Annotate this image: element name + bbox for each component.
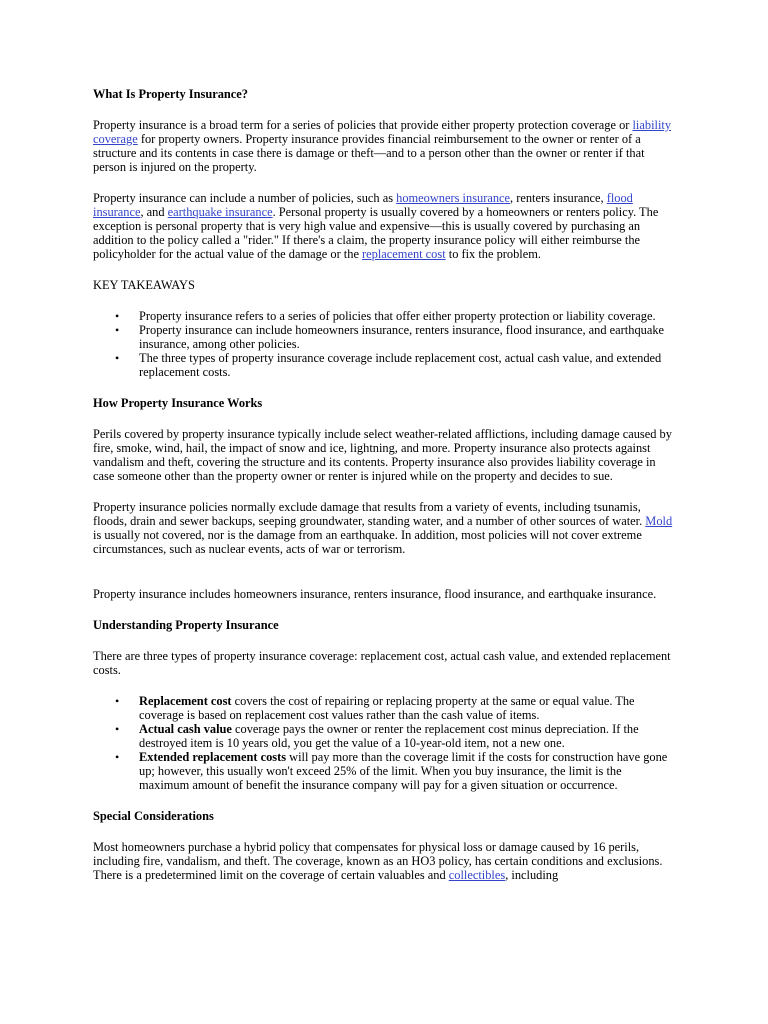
flood-insurance-link[interactable]: flood insurance [93,191,633,219]
text-segment: is usually not covered, nor is the damage from an earthquake. In addition, most policies will not cover extreme circumstances, such as nuclear events, acts of war or terrorism. [93,528,642,556]
list-item [115,309,673,323]
text-segment: for property owners. Property insurance provides financial reimbursement to the owner or renter of a structure and its contents in case there is damage or theft—and to a person other than the owner or renter if that person is injured on the property. [93,132,645,174]
text-segment: Property insurance can include a number of policies, such as [93,191,397,205]
section-heading-special: Special Considerations [93,809,214,823]
special-paragraph-1 [93,840,673,882]
list-item [115,351,673,379]
mold-link[interactable]: Mold [645,514,673,528]
list-item [115,323,673,351]
bullet-icon: • [115,351,120,365]
document-page [93,87,673,882]
text-segment: . Personal property is usually covered by a homeowners or renters policy. The exception is personal property that is very high value and expensive—this is usually covered by purchasing an addition to the policy called a "rider." If there's a claim, the property insurance policy will either reimburse the policyholder for the actual value of the damage or the [93,205,659,261]
bullet-icon: • [115,750,120,764]
list-item-text: will pay more than the coverage limit if the costs for construction have gone up; however, this usually won't exceed 25% of the limit. When you buy insurance, the limit is the maximum amount of benefit the insurance company will pay for a given situation or occurrence. [139,750,668,792]
section-heading-understanding: Understanding Property Insurance [93,618,279,632]
text-segment: Most homeowners purchase a hybrid policy that compensates for physical loss or damage caused by 16 perils, including fire, vandalism, and theft. The coverage, known as an HO3 policy, has certain conditions and exclusions. There is a predetermined limit on the coverage of certain valuables and [93,840,663,882]
key-takeaways-list [93,309,673,379]
page-title: What Is Property Insurance? [93,87,248,101]
bullet-icon: • [115,323,120,337]
understanding-paragraph-1: There are three types of property insurance coverage: replacement cost, actual cash value, and extended replacement costs. [93,649,671,677]
bullet-icon: • [115,694,120,708]
earthquake-insurance-link[interactable]: earthquake insurance [167,205,273,219]
list-item [115,750,673,792]
text-segment: Property insurance policies normally exclude damage that results from a variety of events, including tsunamis, floods, drain and sewer backups, seeping groundwater, standing water, and a number of other sources of water. [93,500,646,528]
text-segment: to fix the problem. [445,247,541,261]
text-segment: , including [505,868,559,882]
list-item [115,722,673,750]
how-works-paragraph-1: Perils covered by property insurance typically include select weather-related afflictions, including damage caused by fire, smoke, wind, hail, the impact of snow and ice, lightning, and more. Property insurance also protects against vandalism and theft, covering the structure and its contents. Property insurance also provides liability coverage in case someone other than the property owner or renter is injured while on the property and decides to sue. [93,427,672,483]
bullet-icon: • [115,309,120,323]
replacement-cost-link[interactable]: replacement cost [362,247,446,261]
list-item-text: covers the cost of repairing or replacing property at the same or equal value. The coverage is based on replacement cost values rather than the cash value of items. [139,694,635,722]
term-label: Actual cash value [139,722,232,736]
list-item-text: Property insurance refers to a series of policies that offer either property protection or liability coverage. [139,309,656,323]
how-works-paragraph-3: Property insurance includes homeowners insurance, renters insurance, flood insurance, and earthquake insurance. [93,587,657,601]
term-label: Extended replacement costs [139,750,287,764]
coverage-types-list [93,694,673,792]
section-heading-how-works: How Property Insurance Works [93,396,263,410]
list-item-text: The three types of property insurance coverage include replacement cost, actual cash value, and extended replacement costs. [139,351,662,379]
term-label: Replacement cost [139,694,232,708]
homeowners-insurance-link[interactable]: homeowners insurance [396,191,511,205]
bullet-icon: • [115,722,120,736]
text-segment: Property insurance is a broad term for a series of policies that provide either property protection coverage or [93,118,633,132]
list-item-text: Property insurance can include homeowners insurance, renters insurance, flood insurance, and earthquake insurance, among other policies. [139,323,665,351]
text-segment: , and [140,205,168,219]
intro-paragraph-2 [93,191,673,261]
key-takeaways-heading: KEY TAKEAWAYS [93,278,195,292]
list-item-text: coverage pays the owner or renter the replacement cost minus depreciation. If the destroyed item is 10 years old, you get the value of a 10-year-old item, not a new one. [139,722,639,750]
collectibles-link[interactable]: collectibles [448,868,506,882]
intro-paragraph-1 [93,118,673,174]
list-item [115,694,673,722]
text-segment: , renters insurance, [510,191,607,205]
how-works-paragraph-2 [93,500,673,556]
liability-coverage-link[interactable]: liability coverage [93,118,672,146]
